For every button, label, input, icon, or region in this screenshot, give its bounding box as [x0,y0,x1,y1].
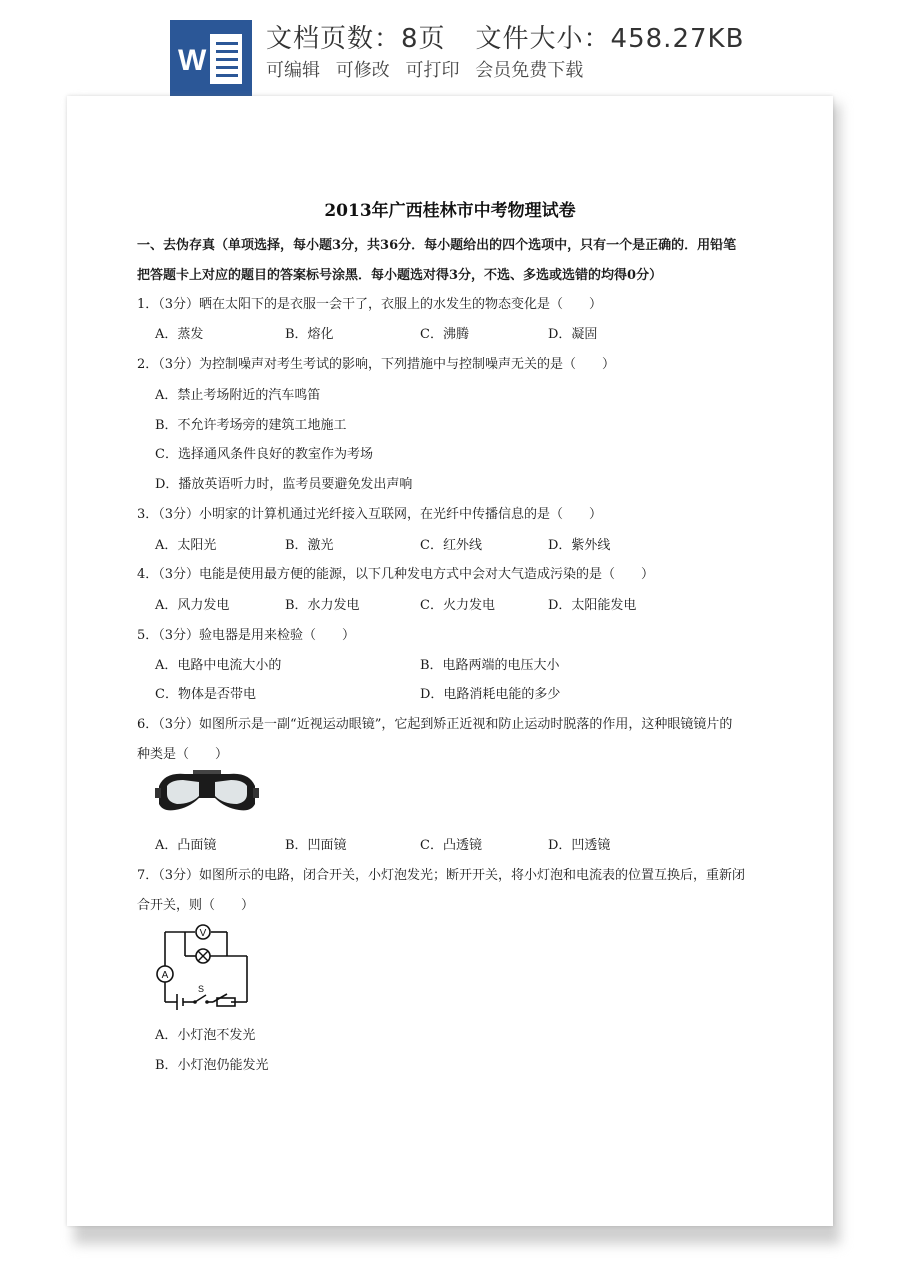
question-4-option-c: C．火力发电 [420,598,495,613]
question-2-option-a: A．禁止考场附近的汽车鸣笛 [155,388,321,403]
document-page [67,96,833,1226]
feature-printable: 可打印 [405,60,460,81]
question-1-option-d: D．凝固 [548,327,598,342]
question-6-option-c: C．凸透镜 [420,838,482,853]
section-instructions-line-1: 一、去伪存真（单项选择，每小题3分，共36分．每小题给出的四个选项中，只有一个是正确的．用铅笔 [137,238,737,253]
question-1-option-b: B．熔化 [285,327,334,342]
question-4-option-b: B．水力发电 [285,598,360,613]
question-4-option-d: D．太阳能发电 [548,598,637,613]
svg-text:S: S [197,984,205,994]
question-2-stem: 2．（3分）为控制噪声对考生考试的影响，下列措施中与控制噪声无关的是（ ） [137,357,616,372]
question-7-option-a: A．小灯泡不发光 [155,1028,256,1043]
banner-title [266,18,774,55]
question-5-option-d: D．电路消耗电能的多少 [420,687,561,702]
sports-goggles-image [155,768,259,816]
exam-title: 2013年广西桂林市中考物理试卷 [324,201,576,221]
question-5-option-a: A．电路中电流大小的 [155,658,282,673]
feature-editable: 可编辑 [266,60,320,81]
question-5-stem: 5．（3分）验电器是用来检验（ ） [137,628,356,643]
question-3-option-c: C．红外线 [420,538,482,553]
question-3-option-a: A．太阳光 [155,538,217,553]
question-1-stem: 1．（3分）晒在太阳下的是衣服一会干了，衣服上的水发生的物态变化是（ ） [137,297,603,312]
question-3-stem: 3．（3分）小明家的计算机通过光纤接入互联网，在光纤中传播信息的是（ ） [137,507,603,522]
circuit-diagram [151,922,255,1012]
file-size-label: 文件大小：458.27KB [475,24,745,54]
question-3-option-d: D．紫外线 [548,538,611,553]
question-1-option-a: A．蒸发 [155,327,204,342]
question-5-option-b: B．电路两端的电压大小 [420,658,560,673]
feature-list [266,56,593,82]
question-7-option-b: B．小灯泡仍能发光 [155,1058,269,1073]
question-6-option-b: B．凹面镜 [285,838,347,853]
question-6-stem-line-2: 种类是（ ） [137,747,229,762]
feature-member-download[interactable]: 会员免费下载 [475,60,584,81]
svg-text:A: A [161,970,169,981]
question-5-option-c: C．物体是否带电 [155,687,256,702]
question-2-option-b: B．不允许考场旁的建筑工地施工 [155,418,347,433]
svg-text:V: V [199,928,207,939]
svg-text:W: W [178,44,207,77]
question-4-stem: 4．（3分）电能是使用最方便的能源，以下几种发电方式中会对大气造成污染的是（ ） [137,567,655,582]
question-2-option-c: C．选择通风条件良好的教室作为考场 [155,447,373,462]
question-2-option-d: D．播放英语听力时，监考员要避免发出声响 [155,477,413,492]
question-6-stem-line-1: 6．（3分）如图所示是一副“近视运动眼镜”，它起到矫正近视和防止运动时脱落的作用，这种眼镜镜片的 [137,717,733,732]
section-instructions-line-2: 把答题卡上对应的题目的答案标号涂黑．每小题选对得3分，不选、多选或选错的均得0分） [137,268,663,283]
download-banner [0,0,900,96]
question-6-option-a: A．凸面镜 [155,838,217,853]
question-3-option-b: B．激光 [285,538,334,553]
question-7-stem-line-1: 7．（3分）如图所示的电路，闭合开关，小灯泡发光；断开开关，将小灯泡和电流表的位置互换后，重新闭 [137,868,746,883]
question-6-option-d: D．凹透镜 [548,838,611,853]
question-4-option-a: A．风力发电 [155,598,230,613]
page-count-label: 文档页数：8页 [266,24,446,54]
question-7-stem-line-2: 合开关，则（ ） [137,898,255,913]
word-document-icon [170,20,252,98]
feature-modifiable: 可修改 [335,60,390,81]
question-1-option-c: C．沸腾 [420,327,469,342]
